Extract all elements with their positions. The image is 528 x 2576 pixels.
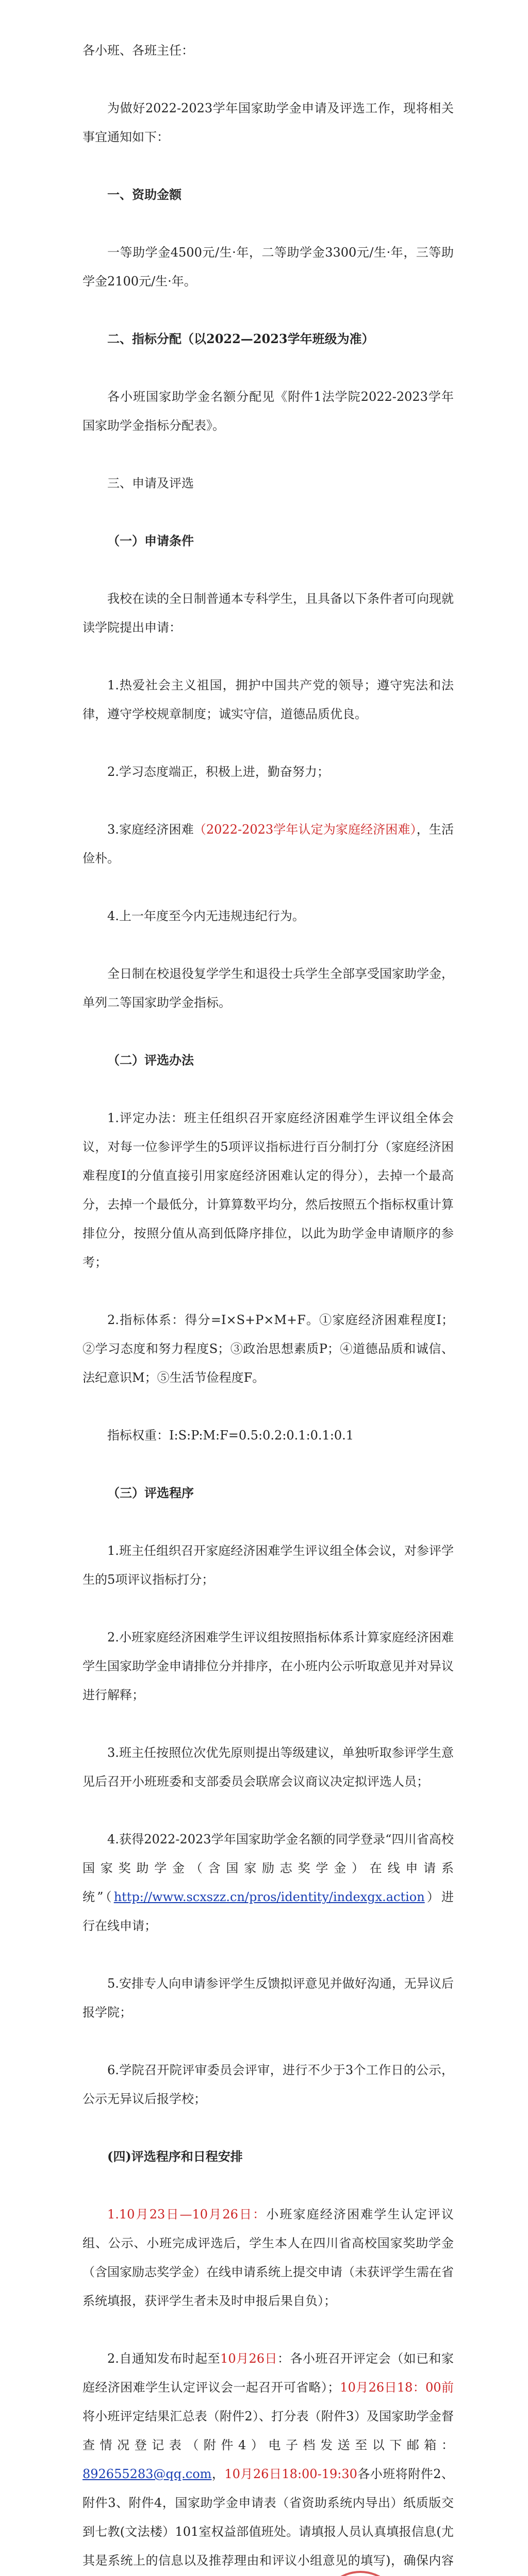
method-2: 2.指标体系：得分=I×S+P×M+F。①家庭经济困难程度I；②学习态度和努力程度S；③政治思想素质P；④道德品质和诚信、法纪意识M；⑤生活节俭程度F。 — [82, 1313, 454, 1385]
timeline-1-date: 1.10月23日—10月26日： — [107, 2207, 267, 2222]
timeline-2-pre: 2.自通知发布时起至 — [107, 2351, 221, 2366]
timeline-2-date-3: 10月26日18:00-19:30 — [224, 2467, 357, 2481]
condition-3-pre: 3.家庭经济困难 — [107, 822, 194, 837]
sub-1-note: 全日制在校退役复学学生和退役士兵学生全部享受国家助学金，单列二等国家助学金指标。 — [82, 967, 454, 1010]
condition-2: 2.学习态度端正，积极上进，勤奋努力； — [107, 765, 329, 779]
timeline-2-date-2: 10月26日18：00前 — [340, 2380, 454, 2395]
sub-3-heading: （三）评选程序 — [107, 1485, 194, 1500]
intro: 为做好2022-2023学年国家助学金申请及评选工作，现将相关事宜通知如下： — [82, 101, 454, 144]
email-link[interactable]: 892655283@qq.com — [82, 2467, 212, 2481]
sub-1-intro: 我校在读的全日制普通本专科学生，且具备以下条件者可向现就读学院提出申请： — [82, 591, 454, 635]
section-1-heading: 一、资助金额 — [107, 187, 182, 202]
sub-4-heading: (四)评选程序和日程安排 — [107, 2149, 243, 2164]
notice-body — [82, 36, 454, 2576]
section-3-heading: 三、申请及评选 — [107, 476, 194, 490]
condition-1: 1.热爱社会主义祖国，拥护中国共产党的领导；遵守宪法和法律，遵守学校规章制度；诚实守信，道德品质优良。 — [82, 678, 454, 721]
greeting: 各小班、各班主任： — [82, 43, 194, 58]
procedure-4 — [82, 1825, 454, 1940]
condition-3-highlight: （2022-2023学年认定为家庭经济困难） — [193, 822, 417, 837]
procedure-4-post: ）进行在线申请； — [82, 1890, 454, 1933]
condition-4: 4.上一年度至今内无违规违纪行为。 — [107, 909, 305, 923]
timeline-1-text: 小班家庭经济困难学生认定评议组、公示、小班完成评选后，学生本人在四川省高校国家奖助学金（含国家励志奖学金）在线申请系统上提交申请（未获评学生需在省系统填报，获评学生者未及时申报后果自负）； — [82, 2207, 454, 2308]
timeline-2-mid-1: ：各小班召开评定会（如已和家庭经济困难学生认定评议会一起召开可省略）； — [82, 2351, 454, 2395]
weights: 指标权重：I:S:P:M:F=0.5:0.2:0.1:0.1:0.1 — [107, 1428, 354, 1443]
system-link[interactable]: http://www.scxszz.cn/pros/identity/indexgx.action — [113, 1890, 425, 1904]
sub-2-heading: （二）评选办法 — [107, 1053, 194, 1067]
procedure-3: 3.班主任按照位次优先原则提出等级建议，单独听取参评学生意见后召开小班班委和支部委员会联席会议商议决定拟评选人员； — [82, 1745, 454, 1789]
section-2-heading: 二、指标分配（以2022—2023学年班级为准） — [107, 331, 374, 346]
procedure-1: 1.班主任组织召开家庭经济困难学生评议组全体会议，对参评学生的5项评议指标打分； — [82, 1544, 454, 1587]
timeline-1 — [82, 2200, 454, 2315]
timeline-2-mid-3: ， — [211, 2467, 225, 2481]
condition-3-post: ，生活俭朴。 — [82, 822, 454, 866]
condition-3 — [82, 815, 454, 873]
procedure-4-pre: 4.获得2022-2023学年国家助学金名额的同学登录“四川省高校国家奖助学金（含国家励志奖学金）在线申请系统”（ — [82, 1832, 454, 1904]
timeline-2 — [82, 2344, 454, 2576]
timeline-2-mid-4: 各小班将附件2、附件3、附件4，国家助学金申请表（省资助系统内导出）纸质版交到七教(文法楼）101室权益部值班处。请填报人员认真填报信息(尤其是系统上的信息以及推荐理由和评议小组意见的填写)，确保内容 — [82, 2467, 454, 2568]
sub-1-heading: （一）申请条件 — [107, 533, 194, 548]
procedure-6: 6.学院召开院评审委员会评审，进行不少于3个工作日的公示，公示无异议后报学校； — [82, 2063, 454, 2106]
timeline-2-mid-2: 将小班评定结果汇总表（附件2）、打分表（附件3）及国家助学金督查情况登记表（附件4）电子档发送至以下邮箱： — [82, 2409, 454, 2452]
section-2-text: 各小班国家助学金名额分配见《附件1法学院2022-2023学年国家助学金指标分配表》。 — [82, 389, 454, 433]
timeline-2-date-1: 10月26日 — [220, 2351, 277, 2366]
procedure-2: 2.小班家庭经济困难学生评议组按照指标体系计算家庭经济困难学生国家助学金申请排位分并排序，在小班内公示听取意见并对异议进行解释； — [82, 1630, 454, 1702]
procedure-5: 5.安排专人向申请参评学生反馈拟评意见并做好沟通，无异议后报学院； — [82, 1976, 454, 2020]
section-1-text: 一等助学金4500元/生·年，二等助学金3300元/生·年，三等助学金2100元/生·年。 — [82, 245, 454, 289]
method-1: 1.评定办法：班主任组织召开家庭经济困难学生评议组全体会议，对每一位参评学生的5项评议指标进行百分制打分（家庭经济困难程度I的分值直接引用家庭经济困难认定的得分），去掉一个最高分，去掉一个最低分，计算算数平均分，然后按照五个指标权重计算排位分，按照分值从高到低降序排位，以此为助学金申请顺序的参考； — [82, 1111, 454, 1269]
